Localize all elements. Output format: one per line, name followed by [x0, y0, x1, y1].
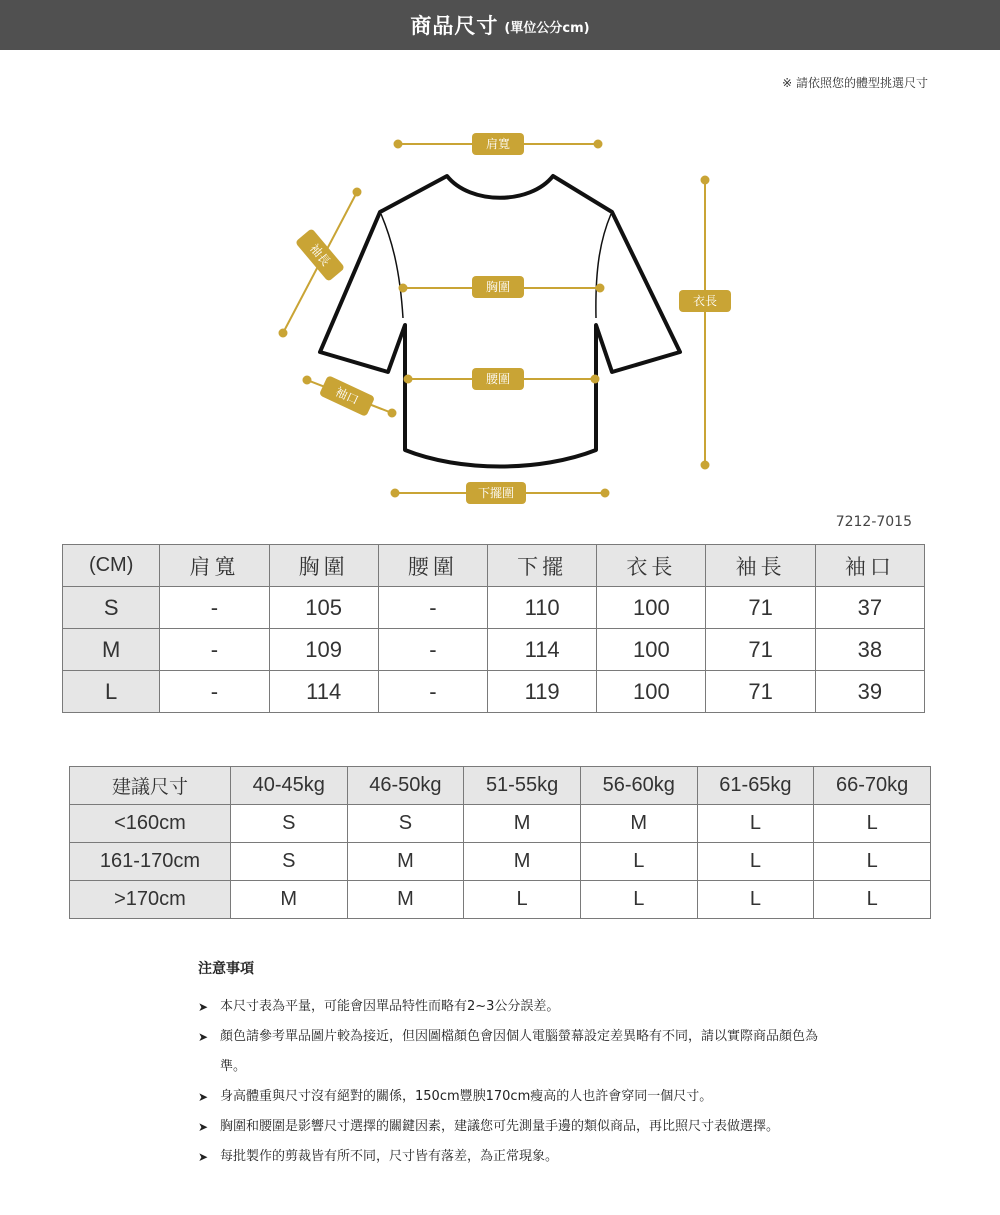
- header-cell: 66-70kg: [814, 767, 931, 805]
- table-cell: 100: [597, 629, 706, 671]
- table-cell: 71: [706, 587, 815, 629]
- tshirt-outline-svg: [0, 0, 1000, 510]
- table-cell: 37: [815, 587, 924, 629]
- table-cell: -: [160, 587, 269, 629]
- header-unit: (單位公分cm): [504, 21, 590, 36]
- table-cell: 100: [597, 587, 706, 629]
- note-text: 胸圍和腰圍是影響尺寸選擇的關鍵因素，建議您可先測量手邊的類似商品，再比照尺寸表做選擇。: [220, 1119, 780, 1134]
- row-header-cell: >170cm: [70, 881, 231, 919]
- list-item: [198, 1112, 818, 1142]
- notes-section: [198, 958, 818, 1172]
- product-code: 7212-7015: [835, 514, 912, 530]
- arrow-icon: ➤: [198, 1000, 209, 1014]
- size-table: [62, 544, 925, 713]
- table-cell: 71: [706, 671, 815, 713]
- table-cell: 109: [269, 629, 378, 671]
- table-cell: 39: [815, 671, 924, 713]
- table-cell: L: [580, 843, 697, 881]
- label-waist: 腰圍: [472, 368, 524, 390]
- label-cuff: 袖口: [319, 375, 375, 417]
- table-cell: 119: [488, 671, 597, 713]
- header-cell: 建議尺寸: [70, 767, 231, 805]
- header-cell: 40-45kg: [230, 767, 347, 805]
- header-title: 商品尺寸: [410, 14, 499, 38]
- row-header-cell: S: [63, 587, 160, 629]
- note-text: 本尺寸表為平量，可能會因單品特性而略有2~3公分誤差。: [220, 999, 560, 1014]
- suggest-table-header-row: [70, 767, 931, 805]
- table-cell: M: [464, 805, 581, 843]
- garment-diagram: [0, 0, 1000, 510]
- table-cell: L: [464, 881, 581, 919]
- list-item: [198, 992, 818, 1022]
- header-cell: 腰圍: [378, 545, 487, 587]
- table-cell: L: [814, 805, 931, 843]
- label-shoulder: 肩寬: [472, 133, 524, 155]
- arrow-icon: ➤: [198, 1120, 209, 1134]
- table-cell: 110: [488, 587, 597, 629]
- table-cell: M: [347, 843, 464, 881]
- table-cell: L: [697, 805, 814, 843]
- size-selection-note: ※ 請依照您的體型挑選尺寸: [782, 76, 928, 90]
- table-cell: L: [697, 843, 814, 881]
- table-cell: -: [378, 587, 487, 629]
- header-cell: 袖長: [706, 545, 815, 587]
- table-cell: 114: [269, 671, 378, 713]
- table-row: [70, 805, 931, 843]
- table-cell: L: [814, 881, 931, 919]
- size-table-header-row: [63, 545, 925, 587]
- table-row: [63, 587, 925, 629]
- label-chest: 胸圍: [472, 276, 524, 298]
- table-cell: M: [464, 843, 581, 881]
- header-cell: 衣長: [597, 545, 706, 587]
- row-header-cell: 161-170cm: [70, 843, 231, 881]
- table-cell: 105: [269, 587, 378, 629]
- row-header-cell: L: [63, 671, 160, 713]
- table-cell: 100: [597, 671, 706, 713]
- arrow-icon: ➤: [198, 1090, 209, 1104]
- table-cell: 71: [706, 629, 815, 671]
- note-text: 每批製作的剪裁皆有所不同，尺寸皆有落差，為正常現象。: [220, 1149, 559, 1164]
- table-row: [70, 843, 931, 881]
- tshirt-outline: [320, 176, 680, 467]
- table-cell: M: [347, 881, 464, 919]
- left-armhole-seam: [381, 214, 403, 318]
- table-row: [63, 671, 925, 713]
- table-cell: L: [580, 881, 697, 919]
- arrow-icon: ➤: [198, 1030, 209, 1044]
- table-cell: S: [230, 843, 347, 881]
- suggest-size-table: [69, 766, 931, 919]
- table-cell: M: [230, 881, 347, 919]
- table-cell: 114: [488, 629, 597, 671]
- label-sleeve-length: 袖長: [295, 228, 345, 282]
- notes-title: 注意事項: [198, 961, 254, 977]
- header-cell: 51-55kg: [464, 767, 581, 805]
- header-cell: (CM): [63, 545, 160, 587]
- table-cell: -: [160, 671, 269, 713]
- list-item: [198, 1142, 818, 1172]
- header-cell: 56-60kg: [580, 767, 697, 805]
- label-hem: 下擺圍: [466, 482, 526, 504]
- table-cell: -: [378, 629, 487, 671]
- table-cell: -: [160, 629, 269, 671]
- note-text: 身高體重與尺寸沒有絕對的關係，150cm豐腴170cm瘦高的人也許會穿同一個尺寸。: [220, 1089, 713, 1104]
- list-item: [198, 1022, 818, 1082]
- header-cell: 胸圍: [269, 545, 378, 587]
- header-cell: 肩寬: [160, 545, 269, 587]
- table-cell: S: [347, 805, 464, 843]
- arrow-icon: ➤: [198, 1150, 209, 1164]
- list-item: [198, 1082, 818, 1112]
- header-cell: 袖口: [815, 545, 924, 587]
- table-row: [70, 881, 931, 919]
- table-cell: L: [814, 843, 931, 881]
- header-cell: 下擺: [488, 545, 597, 587]
- table-cell: -: [378, 671, 487, 713]
- label-length: 衣長: [679, 290, 731, 312]
- table-cell: L: [697, 881, 814, 919]
- right-armhole-seam: [596, 214, 611, 318]
- table-row: [63, 629, 925, 671]
- table-cell: 38: [815, 629, 924, 671]
- header-cell: 46-50kg: [347, 767, 464, 805]
- row-header-cell: <160cm: [70, 805, 231, 843]
- table-cell: S: [230, 805, 347, 843]
- note-text: 顏色請參考單品圖片較為接近，但因圖檔顏色會因個人電腦螢幕設定差異略有不同，請以實際商品顏色為準。: [220, 1029, 819, 1074]
- table-cell: M: [580, 805, 697, 843]
- row-header-cell: M: [63, 629, 160, 671]
- header-cell: 61-65kg: [697, 767, 814, 805]
